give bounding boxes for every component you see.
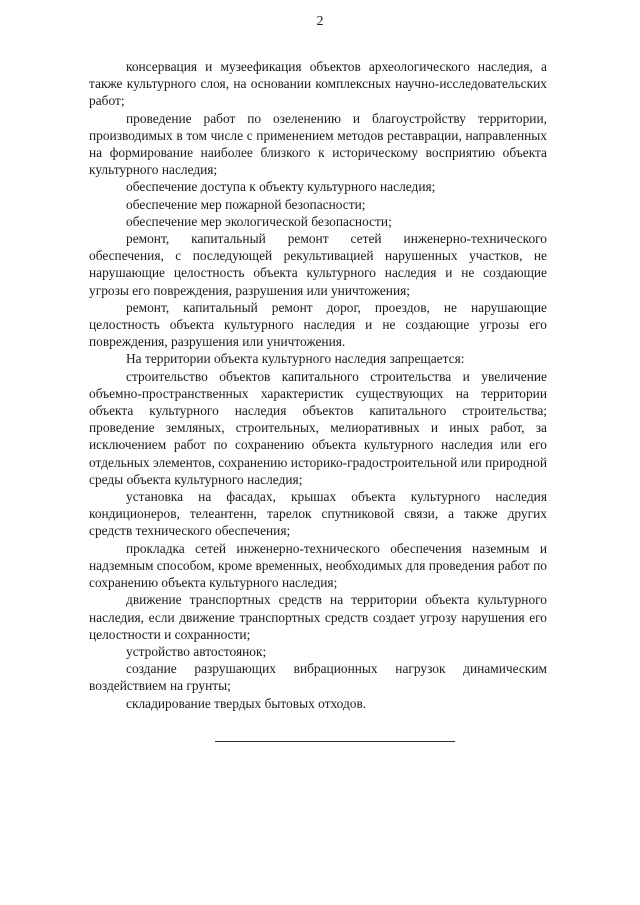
paragraph-construction-ban: строительство объектов капитального строительства и увеличение объемно-пространственных характеристик существующих на территории объекта культурного наследия объектов капитального строительства; проведение земляных, строительных, мелиоративных и иных работ, за исключением работ по сохранению объекта культурного наследия или его отдельных элементов, сохранению историко-градостроительной или природной среды объекта культурного наследия;: [89, 368, 547, 487]
paragraph-fire-safety: обеспечение мер пожарной безопасности;: [126, 196, 366, 212]
paragraph-prohibitions-heading: На территории объекта культурного наследия запрещается:: [126, 351, 465, 367]
paragraph-utility-repair: ремонт, капитальный ремонт сетей инженерно-технического обеспечения, с последующей рекультивацией нарушенных участков, не нарушающие целостность объекта культурного наследия и не создающие угрозы его повреждения, разрушения или уничтожения;: [89, 231, 547, 298]
paragraph-utility-laying-ban: прокладка сетей инженерно-технического обеспечения наземным и надземным способом, кроме временных, необходимых для проведения работ по сохранению объекта культурного наследия;: [89, 540, 547, 591]
document-body: [89, 58, 547, 712]
paragraph-landscaping: проведение работ по озеленению и благоустройству территории, производимых в том числе с применением методов реставрации, направленных на формирование наиболее близкого к историческому восприятию объекта культурного наследия;: [89, 110, 547, 178]
paragraph-environmental-safety: обеспечение мер экологической безопасности;: [126, 213, 392, 229]
paragraph-parking-ban: устройство автостоянок;: [126, 643, 267, 659]
page-number: 2: [316, 14, 324, 29]
paragraph-waste-storage-ban: складирование твердых бытовых отходов.: [126, 695, 367, 711]
paragraph-traffic-ban: движение транспортных средств на территории объекта культурного наследия, если движение транспортных средств создает угрозу нарушения его целостности и сохранности;: [89, 592, 547, 642]
paragraph-vibration-ban: создание разрушающих вибрационных нагрузок динамическим воздействием на грунты;: [89, 661, 547, 694]
paragraph-facade-equipment-ban: установка на фасадах, крышах объекта культурного наследия кондиционеров, телеантенн, тарелок спутниковой связи, а также других средств технического обеспечения;: [89, 489, 547, 539]
paragraph-road-repair: ремонт, капитальный ремонт дорог, проездов, не нарушающие целостность объекта культурного наследия и не создающие угрозы его повреждения, разрушения или уничтожения.: [89, 299, 547, 350]
closing-divider: [215, 741, 455, 742]
paragraph-archaeology-conservation: консервация и музеефикация объектов археологического наследия, а также культурного слоя, на основании комплексных научно-исследовательских работ;: [89, 59, 547, 109]
paragraph-access: обеспечение доступа к объекту культурного наследия;: [126, 179, 436, 195]
